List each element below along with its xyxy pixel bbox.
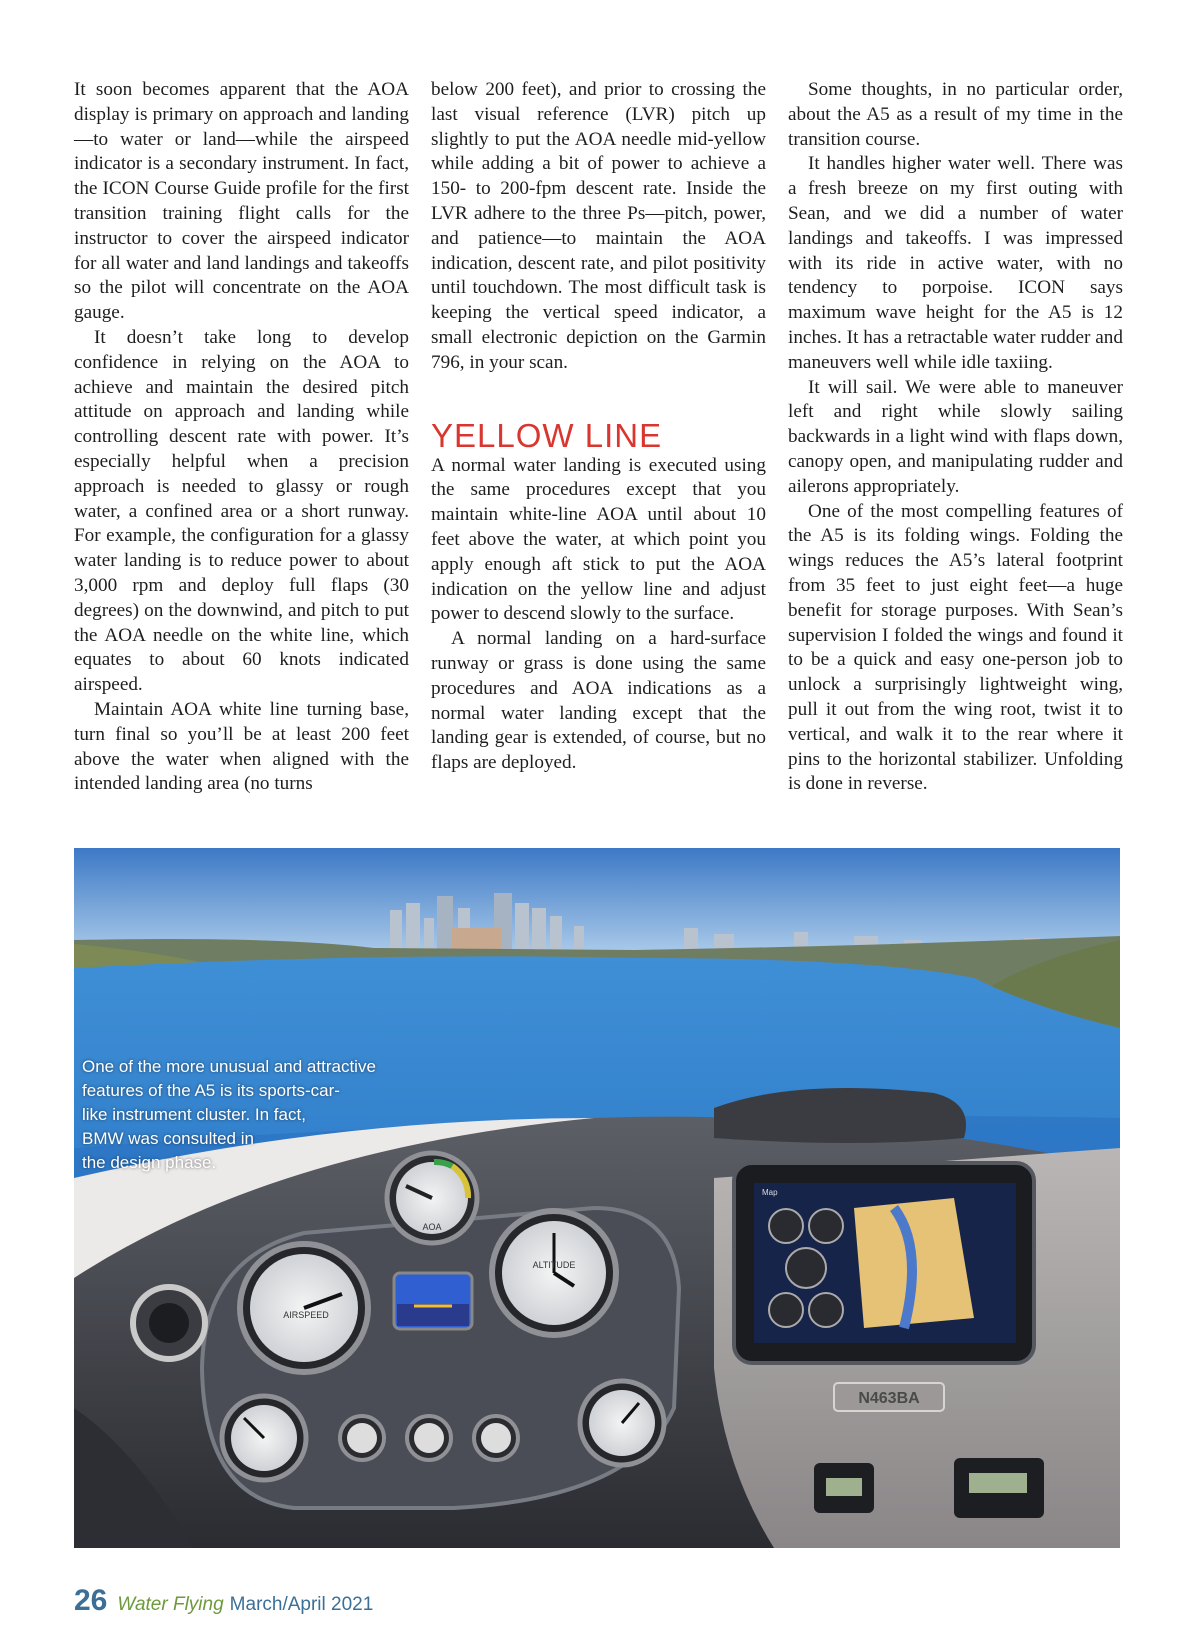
small-gauge — [414, 1423, 444, 1453]
section-heading: YELLOW LINE — [431, 416, 663, 454]
paragraph: It will sail. We were able to maneuver left and right while slowly sailing backwards in a light wind with flaps down, canopy open, and manipulating rudder and ailerons appropriately. — [788, 376, 1123, 497]
map-gauge — [809, 1293, 843, 1327]
column-3 — [788, 78, 1123, 797]
column-2 — [431, 78, 766, 776]
air-vent — [149, 1303, 189, 1343]
transponder-display — [969, 1473, 1027, 1493]
paragraph: Some thoughts, in no particular order, about the A5 as a result of my time in the transition course. — [788, 79, 1123, 150]
paragraph: A normal water landing is executed using the same procedures except that you maintain white-line AOA until about 10 feet above the water, at which point you apply enough aft stick to put the AOA indication on the yellow line and adjust power to descend slowly to the surface. — [431, 454, 766, 625]
article-body — [74, 78, 1124, 798]
magazine-name: Water Flying — [117, 1594, 224, 1615]
page-number: 26 — [74, 1584, 108, 1617]
cockpit-photo — [74, 848, 1120, 1548]
paragraph: It soon becomes apparent that the AOA display is primary on approach and landing—to water or land—while the airspeed indicator is a secondary instrument. In fact, the ICON Course Guide profile for the first transition training flight calls for the instructor to cover the airspeed indicator for all water and land landings and takeoffs so the pilot will concentrate on the AOA gauge. — [74, 79, 409, 324]
column-1 — [74, 78, 409, 797]
map-gauge — [809, 1209, 843, 1243]
small-gauge — [481, 1423, 511, 1453]
small-gauge — [347, 1423, 377, 1453]
paragraph: Maintain AOA white line turning base, turn final so you’ll be at least 200 feet above the water when aligned with the intended landing area (no turns — [74, 698, 409, 795]
photo-caption: One of the more unusual and attractive features of the A5 is its sports-car- like instrument cluster. In fact, BMW was consulted in the design phase. — [82, 1057, 376, 1172]
radio-display — [826, 1478, 862, 1496]
paragraph: One of the most compelling features of the A5 is its folding wings. Folding the wings reduces the A5’s lateral footprint from 35 feet to just eight feet—a huge benefit for storage purposes. With Sean’s supervision I folded the wings and found it to be a quick and easy one-person job to unlock a surprisingly lightweight wing, pull it out from the wing root, twist it to vertical, and walk it to the rear where it pins to the horizontal stabilizer. Unfolding is done in reverse. — [788, 500, 1123, 795]
map-gauge — [769, 1293, 803, 1327]
cockpit-illustration — [74, 848, 1120, 1548]
aoa-label: AOA — [422, 1222, 442, 1232]
tail-number: N463BA — [858, 1390, 920, 1407]
issue-date: March/April 2021 — [229, 1594, 374, 1615]
airspeed-label: AIRSPEED — [283, 1310, 329, 1320]
paragraph: It handles higher water well. There was a fresh breeze on my first outing with Sean, and we did a number of water landings and takeoffs. I was impressed with its ride in active water, with no tendency to porpoise. ICON says maximum wave height for the A5 is 12 inches. It has a retractable water rudder and maneuvers well while idle taxiing. — [788, 153, 1123, 373]
page-footer — [74, 1584, 373, 1624]
map-title: Map — [762, 1188, 778, 1197]
map-gauge — [769, 1209, 803, 1243]
altitude-label: ALTITUDE — [532, 1260, 576, 1270]
map-gauge — [786, 1248, 826, 1288]
paragraph: It doesn’t take long to develop confidence in relying on the AOA to achieve and maintain the desired pitch attitude on approach and landing while controlling descent rate with power. It’s especially helpful when a precision approach is needed to glassy or rough water, a confined area or a short runway. For example, the configuration for a glassy water landing is to reduce power to about 3,000 rpm and deploy full flaps (30 degrees) on the downwind, and pitch to put the AOA needle on the white line, which equates to about 60 knots indicated airspeed. — [74, 326, 409, 696]
paragraph: A normal landing on a hard-surface runway or grass is done using the same procedures and AOA indications as a normal water landing except that the landing gear is extended, of course, but no flaps are deployed. — [431, 628, 766, 774]
paragraph: below 200 feet), and prior to crossing the last visual reference (LVR) pitch up slightly to put the AOA needle mid-yellow while adding a bit of power to achieve a 150- to 200-fpm descent rate. Inside the LVR adhere to the three Ps—pitch, power, and patience—to maintain the AOA indication, descent rate, and pilot positivity until touchdown. The most difficult task is keeping the vertical speed indicator, a small electronic depiction on the Garmin 796, in your scan. — [431, 79, 766, 373]
